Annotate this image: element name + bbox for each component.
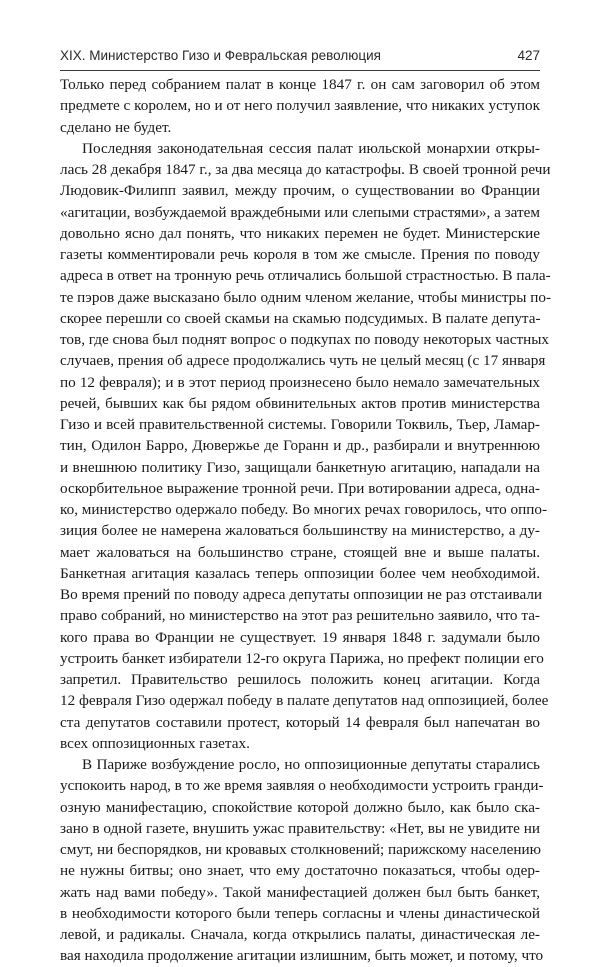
text-line: зиция более не намерена жаловаться большинству на министерство, а ду-	[60, 522, 540, 540]
text-line: право собраний, но министерство на этот раз решительно заявило, что та-	[60, 607, 540, 625]
paragraph	[60, 74, 540, 138]
text-line: скорее перешли со своей скамьи на скамью подсудимых. В палате депута-	[60, 309, 541, 327]
text-line: не нужны битвы; оно знает, что ему достаточно показаться, чтобы одер-	[60, 862, 540, 880]
text-line: «агитации, возбуждаемой враждебными или слепыми страстями», а затем	[60, 203, 540, 221]
text-line: сделано не будет.	[60, 118, 172, 136]
body-text	[60, 74, 552, 967]
text-line: по 12 февраля); и в этот период произнесено было немало замечательных	[60, 373, 540, 391]
text-line: вая находила продолжение агитации излишним, быть может, и потому, что	[60, 947, 544, 965]
text-line: запретил. Правительство решилось положить конец агитации. Когда	[60, 671, 540, 688]
text-line: ста депутатов составили протест, который 14 февраля был напечатан во	[60, 713, 540, 731]
text-line: Последняя законодательная сессия палат июльской монархии откры-	[82, 139, 540, 157]
text-line: левой, и радикалы. Сначала, когда открылись палаты, династическая ле-	[60, 926, 540, 943]
text-line: В Париже возбуждение росло, но оппозиционные депутаты старались	[82, 756, 540, 773]
text-line: озную манифестацию, спокойствие которой должно было, как было ска-	[60, 798, 540, 816]
chapter-title: XIX. Министерство Гизо и Февральская революция	[60, 48, 381, 63]
text-line: 12 февраля Гизо одержал победу в палате депутатов над оппозицией, более	[60, 692, 549, 710]
text-line: довольно ясно дал понять, что никаких перемен не будет. Министерские	[60, 224, 540, 242]
text-line: адреса в ответ на тронную речь отличались большой страстностью. В пала-	[60, 267, 551, 285]
text-line: жать над вами победу». Такой манифестацией должен был быть банкет,	[60, 883, 540, 901]
text-line: устроить банкет избиратели 12-го округа Парижа, но префект полиции его	[60, 649, 544, 667]
text-line: зано в одной газете, внушить ужас правительству: «Нет, вы не увидите ни	[60, 819, 540, 837]
text-line: смут, ни беспорядков, ни кровавых столкновений; парижскому населению	[60, 841, 541, 858]
text-line: мает жаловаться на большинство стране, стоящей вне и выше палаты.	[60, 543, 540, 561]
text-line: Людовик-Филипп заявил, между прочим, о существовании во Франции	[60, 182, 540, 200]
text-line: Гизо и всей правительственной системы. Говорили Токвиль, Тьер, Ламар-	[60, 416, 540, 433]
text-line: в необходимости которого были теперь согласны и члены династической	[60, 904, 540, 922]
page-number: 427	[517, 48, 540, 63]
text-line: тов, где снова был поднят вопрос о подкупах по поводу некоторых частных	[60, 331, 550, 348]
header-divider	[60, 70, 540, 71]
text-line: ко, министерство одержало победу. Во многих речах говорилось, что оппо-	[60, 501, 548, 518]
text-line: всех оппозиционных газетах.	[60, 734, 250, 752]
text-line: успокоить народ, в то же время заявляя о необходимости устроить гранди-	[60, 777, 544, 795]
text-line: газеты комментировали речь короля в том же смысле. Прения по поводу	[60, 246, 540, 263]
text-line: Во время прений по поводу адреса депутаты оппозиции не раз отстаивали	[60, 586, 543, 603]
text-line: случаев, прения об адресе продолжались чуть не целый месяц (с 17 января	[60, 352, 546, 370]
text-line: Банкетная агитация казалась теперь оппозиции более чем необходимой.	[60, 564, 540, 582]
text-line: тин, Одилон Барро, Дювержье де Горанн и др., разбирали и внутреннюю	[60, 437, 540, 455]
paragraph	[60, 754, 544, 967]
text-line: оскорбительное выражение тронной речи. При вотировании адреса, одна-	[60, 479, 540, 497]
text-line: и внешнюю политику Гизо, защищали банкетную агитацию, нападали на	[60, 458, 540, 476]
text-line: речей, бывших как бы рядом обвинительных актов против министерства	[60, 394, 540, 412]
paragraph	[60, 138, 552, 754]
text-line: те пэров даже высказано было одним членом желание, чтобы министры по-	[60, 288, 552, 306]
text-line: Только перед собранием палат в конце 1847 г. он сам заговорил об этом	[60, 76, 540, 93]
text-line: лась 28 декабря 1847 г., за два месяца до катастрофы. В своей тронной речи	[60, 161, 551, 178]
text-line: кого права во Франции не существует. 19 января 1848 г. задумали было	[60, 628, 540, 646]
running-header	[60, 48, 540, 68]
text-line: предмете с королем, но и от него получил заявление, что никаких уступок	[60, 97, 540, 115]
